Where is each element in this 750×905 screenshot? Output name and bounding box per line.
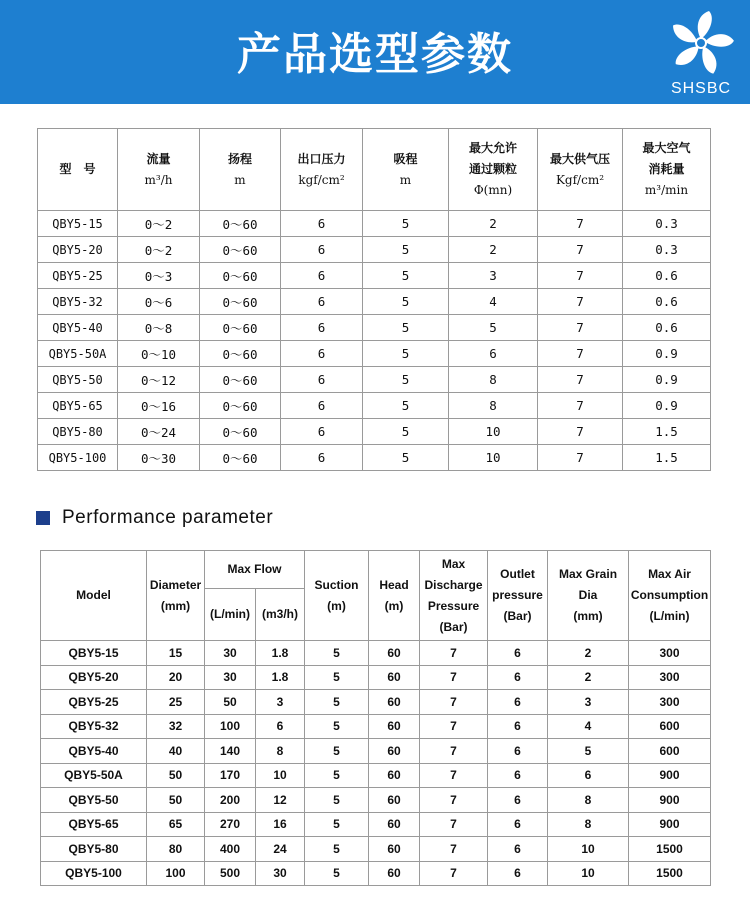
table-row <box>38 211 711 237</box>
table-cell: 6 <box>488 837 548 862</box>
col-head: 扬程 m <box>200 129 281 211</box>
table-cell: 0～60 <box>200 367 281 393</box>
table-cell: 60 <box>369 641 420 666</box>
table-cell: 5 <box>363 263 449 289</box>
table-cell: 60 <box>369 739 420 764</box>
model-cell: QBY5-15 <box>41 641 147 666</box>
table-cell: 0～60 <box>200 289 281 315</box>
model-cell: QBY5-20 <box>41 665 147 690</box>
model-cell: QBY5-25 <box>41 690 147 715</box>
table-cell: 300 <box>629 690 711 715</box>
selection-table-cn <box>37 128 711 471</box>
col-flow-m3h: (m3/h) <box>256 589 305 641</box>
table-cell: 10 <box>256 763 305 788</box>
table-row <box>41 714 711 739</box>
model-cell: QBY5-50A <box>41 763 147 788</box>
table-cell: 6 <box>281 341 363 367</box>
table-cell: 2 <box>449 237 538 263</box>
table-cell: 7 <box>538 211 623 237</box>
table-cell: 30 <box>256 861 305 886</box>
table-cell: 10 <box>548 837 629 862</box>
table-cell: 3 <box>256 690 305 715</box>
table-cell: 60 <box>369 714 420 739</box>
table-cell: 0.3 <box>623 237 711 263</box>
table-row <box>41 837 711 862</box>
table-cell: 8 <box>548 788 629 813</box>
table-cell: 7 <box>538 315 623 341</box>
table-cell: 3 <box>449 263 538 289</box>
table-cell: 600 <box>629 714 711 739</box>
col-model: Model <box>41 551 147 641</box>
table-cell: 8 <box>449 367 538 393</box>
col-outlet-pressure: 出口压力 kgf/cm² <box>281 129 363 211</box>
table-cell: 0～8 <box>118 315 200 341</box>
table-cell: 6 <box>488 788 548 813</box>
table-cell: 7 <box>420 714 488 739</box>
table-cell: 8 <box>449 393 538 419</box>
table-cell: 4 <box>449 289 538 315</box>
table-cell: 7 <box>538 263 623 289</box>
table-cell: 0～60 <box>200 445 281 471</box>
table-cell: 60 <box>369 837 420 862</box>
table-row <box>41 739 711 764</box>
table-header-row <box>41 551 711 589</box>
model-cell: QBY5-32 <box>41 714 147 739</box>
table-cell: 5 <box>363 367 449 393</box>
table-cell: 6 <box>488 861 548 886</box>
table-cell: 7 <box>420 763 488 788</box>
table-cell: 900 <box>629 812 711 837</box>
table-cell: 7 <box>420 665 488 690</box>
table-row <box>38 341 711 367</box>
table-cell: 10 <box>449 445 538 471</box>
fan-logo-icon <box>664 8 738 78</box>
table-cell: 7 <box>420 641 488 666</box>
model-cell: QBY5-40 <box>41 739 147 764</box>
table-cell: 2 <box>449 211 538 237</box>
table-cell: 7 <box>420 837 488 862</box>
col-diameter: Diameter (mm) <box>147 551 205 641</box>
table-cell: 0.6 <box>623 263 711 289</box>
col-flow-lmin: (L/min) <box>205 589 256 641</box>
table-row <box>38 393 711 419</box>
table-cell: 5 <box>363 237 449 263</box>
table-cell: 6 <box>488 812 548 837</box>
table-cell: 170 <box>205 763 256 788</box>
table-cell: 5 <box>363 341 449 367</box>
table-cell: 5 <box>449 315 538 341</box>
page-title: 产品选型参数 <box>237 29 513 80</box>
table-cell: 30 <box>205 665 256 690</box>
table-cell: 5 <box>363 393 449 419</box>
model-cell: QBY5-80 <box>38 419 118 445</box>
table-cell: 6 <box>281 367 363 393</box>
table-cell: 6 <box>281 393 363 419</box>
performance-table-en <box>40 550 711 886</box>
table-cell: 5 <box>305 739 369 764</box>
table-cell: 0～12 <box>118 367 200 393</box>
table-cell: 100 <box>205 714 256 739</box>
section-heading <box>36 505 436 531</box>
table-row <box>38 419 711 445</box>
table-cell: 6 <box>281 211 363 237</box>
table-row <box>41 812 711 837</box>
table-cell: 0～60 <box>200 341 281 367</box>
table-cell: 50 <box>147 788 205 813</box>
table-cell: 60 <box>369 861 420 886</box>
table-cell: 100 <box>147 861 205 886</box>
header-banner <box>0 0 750 104</box>
table-header-row <box>38 129 711 211</box>
col-model: 型 号 <box>38 129 118 211</box>
table-cell: 7 <box>538 393 623 419</box>
col-max-particle: 最大允许 通过颗粒 Φ(mn) <box>449 129 538 211</box>
table-cell: 0.9 <box>623 367 711 393</box>
table-cell: 6 <box>488 665 548 690</box>
model-cell: QBY5-50A <box>38 341 118 367</box>
col-outlet-pressure: Outlet pressure (Bar) <box>488 551 548 641</box>
table-row <box>38 367 711 393</box>
model-cell: QBY5-40 <box>38 315 118 341</box>
table-cell: 0～60 <box>200 419 281 445</box>
table-cell: 2 <box>548 665 629 690</box>
table-cell: 1500 <box>629 861 711 886</box>
model-cell: QBY5-100 <box>38 445 118 471</box>
table-cell: 7 <box>420 739 488 764</box>
table-cell: 270 <box>205 812 256 837</box>
table-row <box>41 763 711 788</box>
table-cell: 6 <box>488 714 548 739</box>
table-cell: 7 <box>420 812 488 837</box>
table-cell: 6 <box>281 289 363 315</box>
table-row <box>41 861 711 886</box>
table-cell: 5 <box>305 812 369 837</box>
col-max-discharge: Max Discharge Pressure (Bar) <box>420 551 488 641</box>
table-cell: 0～60 <box>200 263 281 289</box>
table-cell: 300 <box>629 665 711 690</box>
model-cell: QBY5-100 <box>41 861 147 886</box>
table-cell: 6 <box>488 739 548 764</box>
table-cell: 7 <box>538 367 623 393</box>
table-cell: 6 <box>281 445 363 471</box>
table-cell: 0.3 <box>623 211 711 237</box>
table-cell: 24 <box>256 837 305 862</box>
table-cell: 3 <box>548 690 629 715</box>
table-cell: 0～60 <box>200 237 281 263</box>
brand-logo <box>664 8 738 98</box>
table-cell: 10 <box>449 419 538 445</box>
table-row <box>41 690 711 715</box>
table-cell: 6 <box>281 419 363 445</box>
table-cell: 65 <box>147 812 205 837</box>
table-cell: 300 <box>629 641 711 666</box>
table-cell: 6 <box>449 341 538 367</box>
col-air-consumption: Max Air Consumption (L/min) <box>629 551 711 641</box>
table-cell: 30 <box>205 641 256 666</box>
table-cell: 5 <box>305 714 369 739</box>
table-cell: 5 <box>363 211 449 237</box>
table-cell: 5 <box>305 690 369 715</box>
table-cell: 8 <box>548 812 629 837</box>
table-row <box>38 445 711 471</box>
table-cell: 60 <box>369 763 420 788</box>
col-suction: 吸程 m <box>363 129 449 211</box>
table-cell: 5 <box>305 861 369 886</box>
table-cell: 7 <box>538 419 623 445</box>
table-cell: 1.8 <box>256 665 305 690</box>
table-cell: 0.6 <box>623 315 711 341</box>
model-cell: QBY5-65 <box>41 812 147 837</box>
table-cell: 6 <box>281 263 363 289</box>
table-cell: 7 <box>538 237 623 263</box>
table-cell: 6 <box>488 690 548 715</box>
table-cell: 200 <box>205 788 256 813</box>
col-grain-dia: Max Grain Dia (mm) <box>548 551 629 641</box>
table-cell: 4 <box>548 714 629 739</box>
col-head: Head (m) <box>369 551 420 641</box>
table-row <box>41 788 711 813</box>
table-row <box>41 641 711 666</box>
table-cell: 0.9 <box>623 393 711 419</box>
table-row <box>38 263 711 289</box>
table-cell: 32 <box>147 714 205 739</box>
table-cell: 5 <box>363 445 449 471</box>
square-bullet-icon <box>36 511 50 525</box>
table-cell: 900 <box>629 788 711 813</box>
table-cell: 1.5 <box>623 445 711 471</box>
model-cell: QBY5-32 <box>38 289 118 315</box>
table-cell: 6 <box>488 763 548 788</box>
table-cell: 8 <box>256 739 305 764</box>
table-cell: 0～24 <box>118 419 200 445</box>
table-cell: 0～10 <box>118 341 200 367</box>
table-cell: 0～16 <box>118 393 200 419</box>
table-cell: 5 <box>305 641 369 666</box>
table-cell: 0～6 <box>118 289 200 315</box>
model-cell: QBY5-25 <box>38 263 118 289</box>
table-cell: 50 <box>147 763 205 788</box>
model-cell: QBY5-50 <box>38 367 118 393</box>
table-cell: 140 <box>205 739 256 764</box>
table-cell: 7 <box>420 861 488 886</box>
table-cell: 10 <box>548 861 629 886</box>
model-cell: QBY5-65 <box>38 393 118 419</box>
table-cell: 7 <box>420 788 488 813</box>
table-cell: 0.6 <box>623 289 711 315</box>
model-cell: QBY5-50 <box>41 788 147 813</box>
model-cell: QBY5-80 <box>41 837 147 862</box>
table-cell: 6 <box>256 714 305 739</box>
col-max-air-pressure: 最大供气压 Kgf/cm² <box>538 129 623 211</box>
table-cell: 0～2 <box>118 211 200 237</box>
table-cell: 5 <box>363 419 449 445</box>
table-cell: 12 <box>256 788 305 813</box>
table-row <box>41 665 711 690</box>
table-cell: 1500 <box>629 837 711 862</box>
table-cell: 5 <box>548 739 629 764</box>
table-cell: 600 <box>629 739 711 764</box>
table-cell: 60 <box>369 812 420 837</box>
col-max-air-consumption: 最大空气 消耗量 m³/min <box>623 129 711 211</box>
table-cell: 6 <box>281 315 363 341</box>
table-cell: 50 <box>205 690 256 715</box>
table-cell: 80 <box>147 837 205 862</box>
table-cell: 500 <box>205 861 256 886</box>
table-cell: 5 <box>305 837 369 862</box>
table-cell: 20 <box>147 665 205 690</box>
table-cell: 0～3 <box>118 263 200 289</box>
table-cell: 60 <box>369 665 420 690</box>
table-cell: 5 <box>305 665 369 690</box>
col-max-flow: Max Flow <box>205 551 305 589</box>
table-cell: 6 <box>548 763 629 788</box>
col-suction: Suction (m) <box>305 551 369 641</box>
table-cell: 15 <box>147 641 205 666</box>
table-cell: 6 <box>488 641 548 666</box>
table-cell: 5 <box>363 289 449 315</box>
table-cell: 5 <box>305 763 369 788</box>
table-cell: 1.5 <box>623 419 711 445</box>
model-cell: QBY5-20 <box>38 237 118 263</box>
table-cell: 40 <box>147 739 205 764</box>
table-cell: 16 <box>256 812 305 837</box>
col-flow: 流量 m³/h <box>118 129 200 211</box>
table-cell: 0～60 <box>200 315 281 341</box>
section-label: Performance parameter <box>62 507 274 528</box>
table-body-cn <box>38 211 711 471</box>
table-cell: 0～30 <box>118 445 200 471</box>
table-cell: 5 <box>305 788 369 813</box>
table-cell: 60 <box>369 788 420 813</box>
table-row <box>38 237 711 263</box>
logo-text: SHSBC <box>670 80 732 97</box>
table-cell: 2 <box>548 641 629 666</box>
table-cell: 0～60 <box>200 393 281 419</box>
table-cell: 5 <box>363 315 449 341</box>
table-cell: 6 <box>281 237 363 263</box>
table-row <box>38 289 711 315</box>
table-cell: 7 <box>538 445 623 471</box>
table-body-en <box>41 641 711 886</box>
model-cell: QBY5-15 <box>38 211 118 237</box>
table-cell: 1.8 <box>256 641 305 666</box>
table-cell: 7 <box>420 690 488 715</box>
table-cell: 0～2 <box>118 237 200 263</box>
table-cell: 25 <box>147 690 205 715</box>
table-cell: 0.9 <box>623 341 711 367</box>
table-cell: 7 <box>538 289 623 315</box>
table-row <box>38 315 711 341</box>
table-cell: 900 <box>629 763 711 788</box>
table-cell: 60 <box>369 690 420 715</box>
table-cell: 7 <box>538 341 623 367</box>
table-cell: 400 <box>205 837 256 862</box>
table-cell: 0～60 <box>200 211 281 237</box>
